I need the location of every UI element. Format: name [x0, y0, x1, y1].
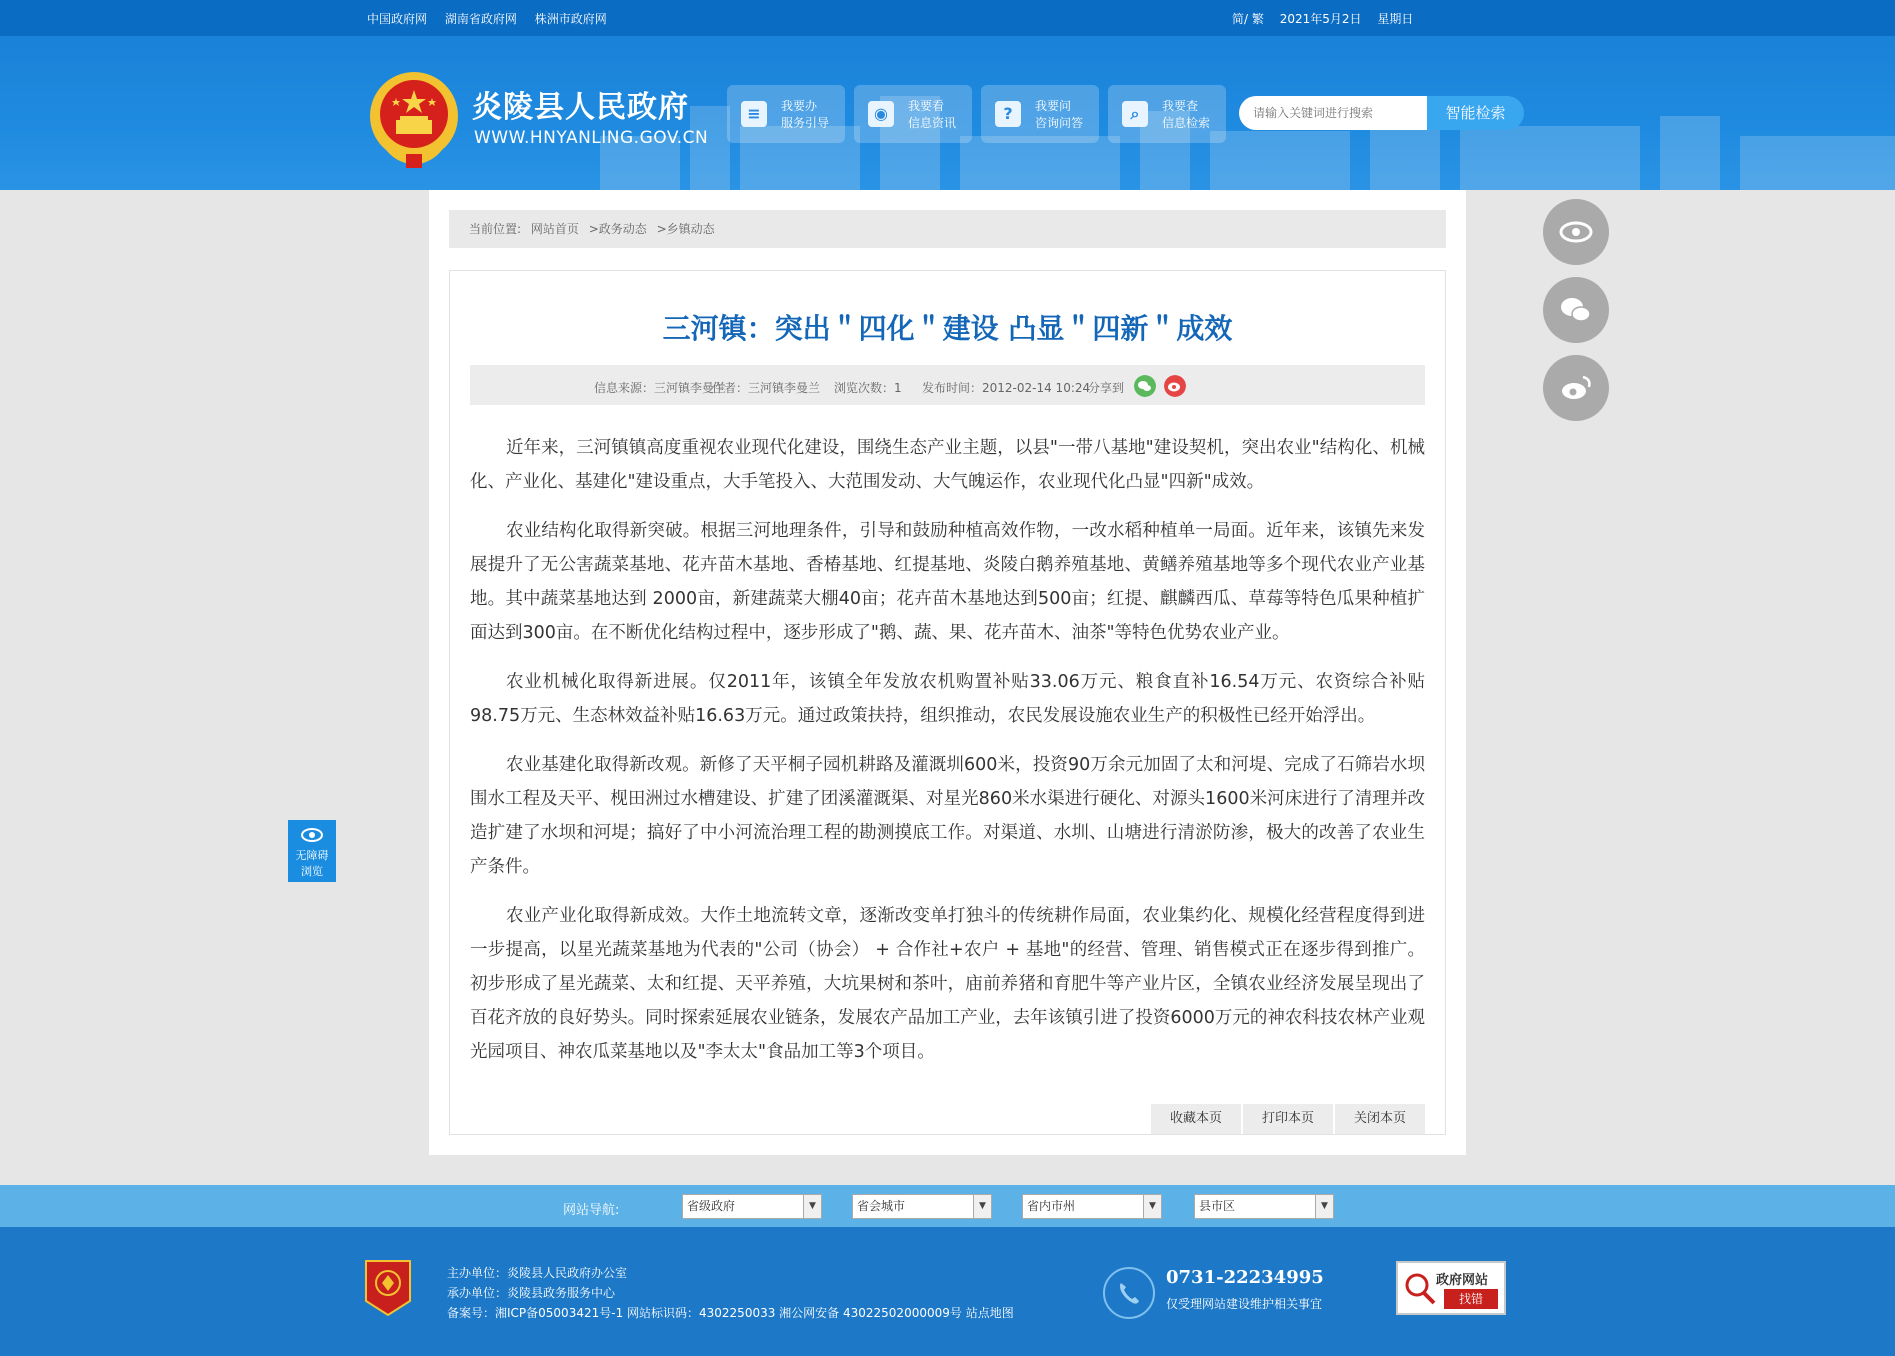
service-guide-label: 我要办 [781, 99, 818, 113]
contact-phone: 0731-22234995 [1166, 1267, 1324, 1288]
article [449, 270, 1446, 1135]
chevron-down-icon: ▼ [803, 1195, 821, 1218]
question-icon: ? [995, 101, 1021, 127]
search-icon: ⌕ [1122, 101, 1148, 127]
footer-nav-label: 网站导航: [563, 1203, 620, 1218]
info-search-sublabel: 信息检索 [1162, 116, 1211, 130]
party-gov-badge-icon[interactable] [362, 1257, 414, 1319]
top-link-hunan[interactable]: 湖南省政府网 [444, 12, 517, 26]
select-value: 省内市州 [1027, 1199, 1076, 1213]
footer-organizer: 承办单位：炎陵县政务服务中心 [447, 1286, 616, 1300]
accessibility-label: 无障碍 [295, 849, 329, 862]
select-value: 县市区 [1199, 1199, 1236, 1213]
accessibility-sublabel: 浏览 [301, 865, 323, 878]
chevron-down-icon: ▼ [973, 1195, 991, 1218]
top-bar [0, 0, 1895, 36]
info-news-sublabel: 信息资讯 [908, 116, 957, 130]
breadcrumb-gov-news[interactable]: >政务动态 [588, 222, 647, 236]
eye-icon: ◉ [868, 101, 894, 127]
service-guide-sublabel: 服务引导 [781, 116, 830, 130]
meta-views: 浏览次数：1 [834, 381, 902, 395]
float-wechat-button[interactable] [1543, 277, 1609, 343]
select-value: 省会城市 [857, 1199, 906, 1213]
meta-share-label: 分享到 [1088, 381, 1125, 395]
capital-city-select[interactable] [852, 1194, 992, 1219]
site-header [0, 36, 1895, 190]
document-icon: ≡ [741, 101, 767, 127]
province-city-select[interactable] [1022, 1194, 1162, 1219]
print-page-button[interactable]: 打印本页 [1243, 1104, 1333, 1134]
phone-icon [1103, 1267, 1155, 1319]
current-date: 2021年5月2日 [1279, 12, 1362, 26]
service-guide-button[interactable] [727, 85, 845, 143]
weibo-share-icon[interactable] [1164, 375, 1186, 397]
language-toggle[interactable]: 简/ 繁 [1232, 12, 1264, 26]
article-meta [470, 365, 1425, 405]
close-page-button[interactable]: 关闭本页 [1335, 1104, 1425, 1134]
article-actions [1149, 1104, 1425, 1134]
info-news-button[interactable] [854, 85, 972, 143]
smart-search-button[interactable]: 智能检索 [1427, 96, 1524, 130]
search-box [1239, 96, 1524, 130]
magnifier-icon [1402, 1269, 1438, 1309]
footer-host: 主办单位：炎陵县人民政府办公室 [447, 1266, 628, 1280]
info-news-label: 我要看 [908, 99, 945, 113]
wechat-share-icon[interactable] [1134, 375, 1156, 397]
consult-qa-button[interactable] [981, 85, 1099, 143]
info-search-button[interactable] [1108, 85, 1226, 143]
article-paragraph: 农业产业化取得新成效。大作土地流转文章，逐渐改变单打独斗的传统耕作局面，农业集约化、规模化经营程度得到进一步提高，以星光蔬菜基地为代表的"公司（协会） + 合作社+农户 + 基地"的经营、管理、销售模式正在逐步得到推广。初步形成了星光蔬菜、太和红提、天平养殖，大坑果树和茶叶，庙前养猪和育肥牛等产业片区，全镇农业经济发展呈现出了百花齐放的良好势头。同时探索延展农业链条，发展农产品加工产业，去年该镇引进了投资6000万元的神农科技农林产业观光园项目、神农瓜菜基地以及"李太太"食品加工等3个项目。 [470, 906, 1425, 1062]
info-search-label: 我要查 [1162, 99, 1199, 113]
top-link-gov[interactable]: 中国政府网 [367, 12, 428, 26]
top-right [1232, 10, 1425, 27]
chevron-down-icon: ▼ [1143, 1195, 1161, 1218]
top-link-zhuzhou[interactable]: 株洲市政府网 [534, 12, 607, 26]
footer-nav [0, 1185, 1895, 1227]
footer-info [447, 1263, 1014, 1323]
eye-icon [1543, 199, 1609, 265]
current-weekday: 星期日 [1377, 12, 1414, 26]
top-links [367, 10, 621, 27]
article-paragraph: 农业基建化取得新改观。新修了天平桐子园机耕路及灌溉圳600米，投资90万余元加固了太和河堤、完成了石筛岩水坝围水工程及天平、枧田洲过水槽建设、扩建了团溪灌溉渠、对星光860米水渠进行硬化、对源头1600米河床进行了清理并改造扩建了水坝和河堤；搞好了中小河流治理工程的勘测摸底工作。对渠道、水圳、山塘进行清淤防渗，极大的改善了农业生产条件。 [470, 755, 1425, 877]
accessibility-button[interactable] [288, 820, 336, 882]
gov-site-error-report-button[interactable] [1396, 1261, 1506, 1315]
article-paragraph: 农业机械化取得新进展。仅2011年，该镇全年发放农机购置补贴33.06万元、粮食直补16.54万元、农资综合补贴98.75万元、生态林效益补贴16.63万元。通过政策扶持，组织推动，农民发展设施农业生产的积极性已经开始浮出。 [470, 672, 1425, 726]
footer-record: 备案号：湘ICP备05003421号-1 网站标识码：4302250033 湘公网安备 43022502000009号 站点地图 [447, 1306, 1014, 1320]
eye-icon [288, 820, 336, 844]
article-body [470, 431, 1425, 1084]
national-emblem-logo [366, 68, 462, 170]
select-value: 省级政府 [687, 1199, 736, 1213]
meta-author: 作者：三河镇李曼兰 [712, 381, 821, 395]
consult-qa-sublabel: 咨询问答 [1035, 116, 1084, 130]
weibo-icon [1543, 355, 1609, 421]
province-gov-select[interactable] [682, 1194, 822, 1219]
breadcrumb-home[interactable]: 网站首页 [530, 222, 579, 236]
float-eye-button[interactable] [1543, 199, 1609, 265]
main-container [429, 190, 1466, 1155]
site-name: 炎陵县人民政府 [472, 90, 689, 125]
breadcrumb-town-news[interactable]: >乡镇动态 [656, 222, 715, 236]
meta-published: 发布时间：2012-02-14 10:24 [922, 381, 1091, 395]
article-paragraph: 近年来，三河镇镇高度重视农业现代化建设，围绕生态产业主题，以县"一带八基地"建设契机，突出农业"结构化、机械化、产业化、基建化"建设重点，大手笔投入、大范围发动、大气魄运作，农业现代化凸显"四新"成效。 [470, 438, 1425, 492]
breadcrumb-label: 当前位置: [469, 222, 522, 236]
chevron-down-icon: ▼ [1315, 1195, 1333, 1218]
article-paragraph: 农业结构化取得新突破。根据三河地理条件，引导和鼓励种植高效作物，一改水稻种植单一局面。近年来，该镇先来发展提升了无公害蔬菜基地、花卉苗木基地、香椿基地、红提基地、炎陵白鹅养殖基地、黄鳝养殖基地等多个现代农业产业基地。其中蔬菜基地达到 2000亩，新建蔬菜大棚40亩；花卉苗木基地达到500亩；红提、麒麟西瓜、草莓等特色瓜果种植扩面达到300亩。在不断优化结构过程中，逐步形成了"鹅、蔬、果、花卉苗木、油茶"等特色优势农业产业。 [470, 521, 1425, 643]
contact-phone-note: 仅受理网站建设维护相关事宜 [1166, 1297, 1323, 1311]
search-input[interactable] [1239, 96, 1429, 130]
county-select[interactable] [1194, 1194, 1334, 1219]
meta-source: 信息来源：三河镇李曼兰 [594, 381, 727, 395]
consult-qa-label: 我要问 [1035, 99, 1072, 113]
site-url: WWW.HNYANLING.GOV.CN [474, 128, 709, 148]
wechat-icon [1543, 277, 1609, 343]
site-footer [0, 1227, 1895, 1356]
bookmark-page-button[interactable]: 收藏本页 [1151, 1104, 1241, 1134]
error-report-title: 政府网站 [1436, 1273, 1489, 1288]
breadcrumb [449, 210, 1446, 248]
article-title: 三河镇：突出＂四化＂建设 凸显＂四新＂成效 [662, 312, 1233, 345]
float-weibo-button[interactable] [1543, 355, 1609, 421]
error-report-label: 找错 [1444, 1289, 1498, 1309]
